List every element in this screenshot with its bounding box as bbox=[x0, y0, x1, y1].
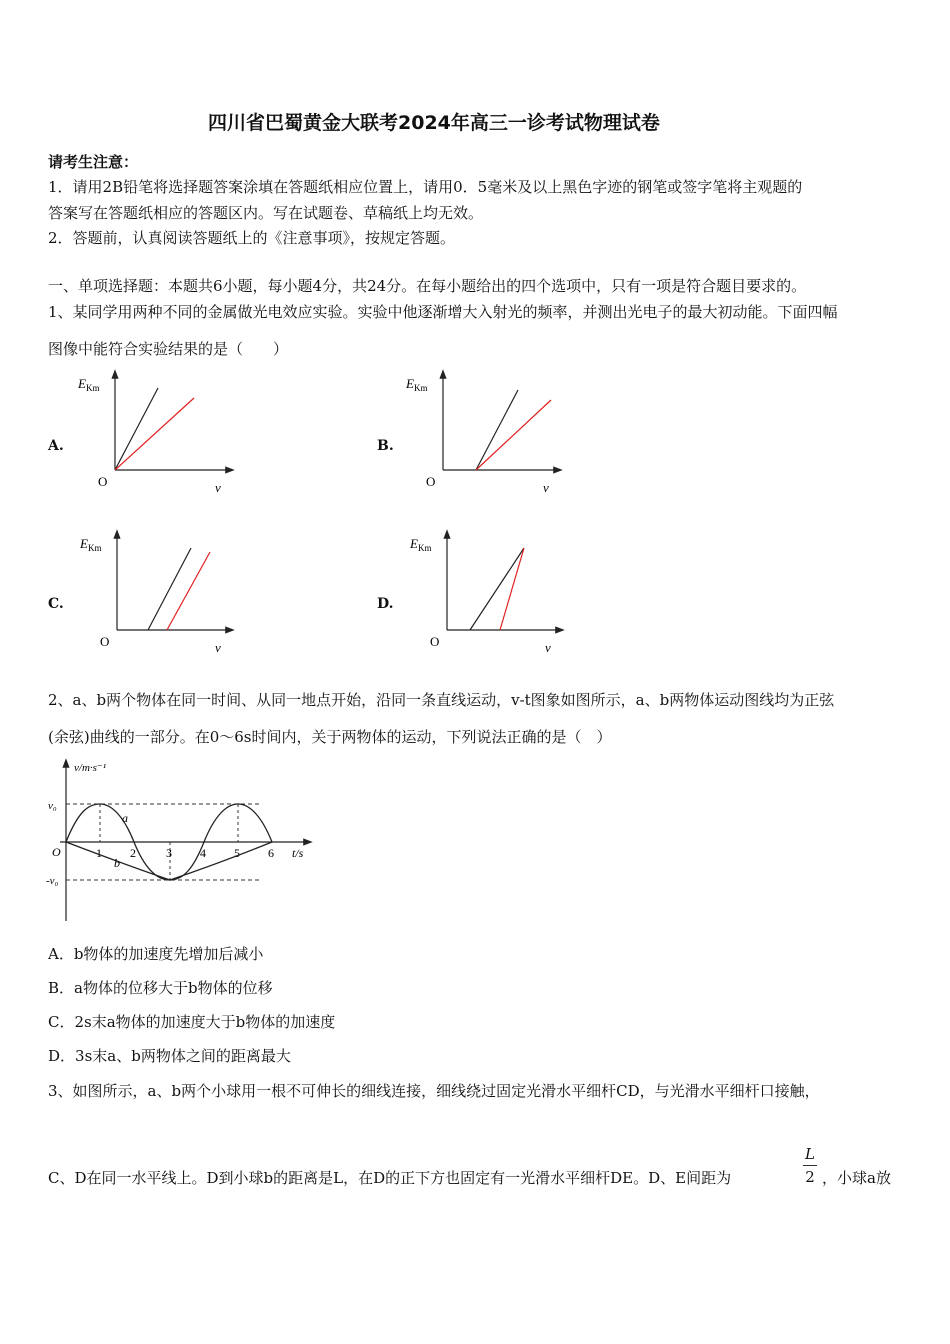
tick-6: 6 bbox=[268, 846, 274, 860]
q1-option-d-label: D. bbox=[377, 596, 394, 612]
black-line bbox=[476, 390, 518, 470]
black-line bbox=[470, 548, 524, 630]
axis-x-label: v bbox=[215, 480, 221, 495]
tick-2: 2 bbox=[130, 846, 136, 860]
section-heading: 一、单项选择题：本题共6小题，每小题4分，共24分。在每小题给出的四个选项中，只有一项是符合题目要求的。 bbox=[48, 277, 807, 295]
q2-option-c: C．2s末a物体的加速度大于b物体的加速度 bbox=[48, 1013, 336, 1031]
red-line bbox=[500, 548, 524, 630]
tick-1: 1 bbox=[96, 846, 102, 860]
axis-y-label: $E_{Km}$ bbox=[406, 376, 428, 393]
axis-y-label: $E_{Km}$ bbox=[410, 536, 432, 553]
q1-option-a-label: A. bbox=[48, 438, 64, 454]
axis-y-label: $E_{Km}$ bbox=[80, 536, 102, 553]
axis-x-label: v bbox=[545, 640, 551, 655]
notice-heading: 请考生注意： bbox=[48, 153, 139, 171]
origin-label: O bbox=[98, 474, 108, 489]
tick-labels bbox=[96, 846, 274, 860]
q2-vt-graph bbox=[40, 757, 320, 927]
fraction-denominator: 2 bbox=[805, 1168, 815, 1186]
origin-label: O bbox=[430, 634, 440, 649]
page-title: 四川省巴蜀黄金大联考2024年高三一诊考试物理试卷 bbox=[208, 112, 660, 134]
fraction-numerator: L bbox=[805, 1145, 815, 1163]
tick-4: 4 bbox=[200, 846, 206, 860]
q1-graph-b bbox=[398, 368, 568, 498]
q1-graph-a bbox=[70, 368, 240, 498]
axis-x-label: v bbox=[543, 480, 549, 495]
q1-graph-c bbox=[70, 528, 240, 658]
q1-graph-d bbox=[400, 528, 570, 658]
q3-stem-line-2: C、D在同一水平线上。D到小球b的距离是L，在D的正下方也固定有一光滑水平细杆DE。D、E间距为 bbox=[48, 1169, 732, 1187]
axis-x-label: v bbox=[215, 640, 221, 655]
q3-stem-line-1: 3、如图所示，a、b两个小球用一根不可伸长的细线连接，细线绕过固定光滑水平细杆CD，与光滑水平细杆口接触， bbox=[48, 1082, 820, 1100]
notice-line-3: 2．答题前，认真阅读答题纸上的《注意事项》，按规定答题。 bbox=[48, 229, 456, 247]
q1-option-c-label: C. bbox=[48, 596, 64, 612]
curve-a-label: a bbox=[122, 811, 128, 825]
q2-option-d: D．3s末a、b两物体之间的距离最大 bbox=[48, 1047, 291, 1065]
q1-stem-line-1: 1、某同学用两种不同的金属做光电效应实验。实验中他逐渐增大入射光的频率，并测出光电子的最大初动能。下面四幅 bbox=[48, 303, 838, 321]
red-line bbox=[167, 552, 210, 630]
notice-line-1: 1．请用2B铅笔将选择题答案涂填在答题纸相应位置上，请用0．5毫米及以上黑色字迹的钢笔或签字笔将主观题的 bbox=[48, 178, 803, 196]
tick-5: 5 bbox=[234, 846, 240, 860]
q1-option-b-label: B. bbox=[377, 438, 394, 454]
red-line bbox=[115, 398, 194, 470]
neg-v0-label: -v₀ bbox=[46, 875, 59, 887]
q2-stem-line-2: (余弦)曲线的一部分。在0～6s时间内，关于两物体的运动，下列说法正确的是（ ） bbox=[48, 728, 612, 746]
origin-label: O bbox=[426, 474, 436, 489]
q3-fraction bbox=[800, 1145, 820, 1186]
q1-stem-line-2: 图像中能符合实验结果的是（ ） bbox=[48, 340, 289, 358]
origin-label: O bbox=[100, 634, 110, 649]
notice-line-2: 答案写在答题纸相应的答题区内。写在试题卷、草稿纸上均无效。 bbox=[48, 204, 484, 222]
q2-stem-line-1: 2、a、b两个物体在同一时间、从同一地点开始，沿同一条直线运动，v-t图象如图所示，a、b两物体运动图线均为正弦 bbox=[48, 691, 835, 709]
graph-x-label: t/s bbox=[292, 846, 304, 860]
q2-option-b: B．a物体的位移大于b物体的位移 bbox=[48, 979, 273, 997]
red-line bbox=[476, 400, 551, 470]
black-line bbox=[115, 388, 158, 470]
origin-label: O bbox=[52, 845, 61, 859]
v0-label: v₀ bbox=[48, 800, 57, 812]
black-line bbox=[148, 548, 191, 630]
curve-b-label: b bbox=[114, 856, 120, 870]
q3-stem-line-2-end: ，小球a放 bbox=[822, 1169, 891, 1187]
q2-option-a: A．b物体的加速度先增加后减小 bbox=[48, 945, 264, 963]
tick-3: 3 bbox=[166, 846, 172, 860]
axis-y-label: $E_{Km}$ bbox=[78, 376, 100, 393]
graph-y-label: v/m·s⁻¹ bbox=[74, 762, 107, 774]
